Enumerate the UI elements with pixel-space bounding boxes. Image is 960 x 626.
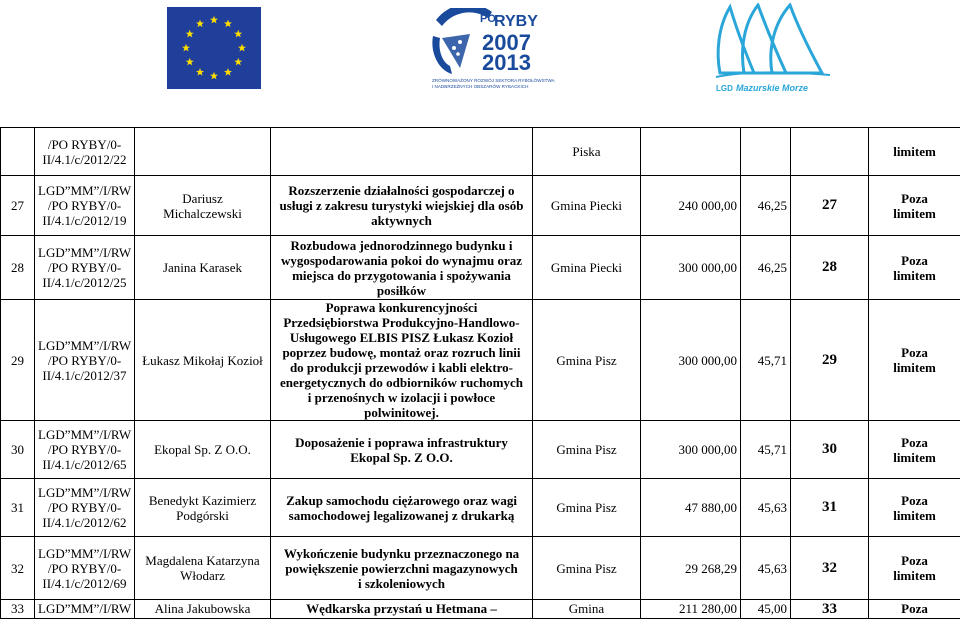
title-cell xyxy=(271,176,533,236)
percent-cell: 45,63 xyxy=(741,479,791,537)
title-cell-line: Doposażenie i poprawa infrastruktury xyxy=(295,434,508,450)
code-cell xyxy=(35,537,135,600)
status-cell xyxy=(869,128,960,176)
applicant-cell-line: Podgórski xyxy=(176,507,229,523)
status-cell-line: Poza xyxy=(901,601,928,616)
poryby-caption-2: I NADBRZEŻNYCH OBSZARÓW RYBACKICH xyxy=(432,84,529,89)
eu-flag-logo xyxy=(167,7,261,89)
status-cell-line: Poza xyxy=(901,252,928,268)
code-cell-line: LGD”MM”/I/RW xyxy=(38,245,132,260)
applicant-cell xyxy=(135,479,271,537)
table-row xyxy=(1,479,960,537)
code-cell-line: LGD”MM”/I/RW xyxy=(38,427,132,442)
title-cell-line: powiększenie powierzchni magazynowych xyxy=(285,560,518,576)
percent-cell: 46,25 xyxy=(741,176,791,236)
place-cell: Gmina Pisz xyxy=(533,300,641,421)
title-cell xyxy=(271,537,533,600)
title-cell-line: poprzez budowę, montaż oraz rozruch linii xyxy=(282,345,521,360)
applicant-cell-line: Michalczewski xyxy=(163,205,242,221)
code-cell-line: II/4.1/c/2012/62 xyxy=(42,515,127,530)
lp-cell: 29 xyxy=(1,300,35,421)
percent-cell: 46,25 xyxy=(741,236,791,300)
place-cell: Piska xyxy=(533,128,641,176)
table-row xyxy=(1,421,960,479)
poryby-2013: 2013 xyxy=(482,50,531,75)
rank-cell: 33 xyxy=(791,600,869,619)
table-row xyxy=(1,236,960,300)
lp-cell: 31 xyxy=(1,479,35,537)
applicant-cell-line: Benedykt Kazimierz xyxy=(148,492,257,508)
code-cell-line: LGD”MM”/I/RW xyxy=(38,337,132,353)
status-cell-line: Poza xyxy=(901,553,928,568)
applicant-cell xyxy=(135,537,271,600)
amount-cell: 211 280,00 xyxy=(641,600,741,619)
title-cell-line: Poprawa konkurencyjności xyxy=(325,300,478,315)
place-cell: Gmina Piecki xyxy=(533,236,641,300)
amount-cell: 29 268,29 xyxy=(641,537,741,600)
place-cell: Gmina Piecki xyxy=(533,176,641,236)
code-cell-line: II/4.1/c/2012/22 xyxy=(42,151,127,167)
table-row xyxy=(1,537,960,600)
code-cell xyxy=(35,300,135,421)
code-cell-line: /PO RYBY/0- xyxy=(47,500,122,515)
title-cell-line: i przenośnych w izolacji i powłoce xyxy=(307,390,496,405)
code-cell xyxy=(35,128,135,176)
lp-cell: 27 xyxy=(1,176,35,236)
lp-cell xyxy=(1,128,35,176)
rank-cell: 32 xyxy=(791,537,869,600)
applicant-cell-line: Ekopal Sp. Z O.O. xyxy=(154,442,251,457)
status-cell-line: limitem xyxy=(893,144,936,159)
status-cell xyxy=(869,300,960,421)
title-cell-line: posiłków xyxy=(376,282,427,298)
code-cell-line: /PO RYBY/0- xyxy=(47,198,122,213)
status-cell-line: limitem xyxy=(893,267,936,283)
applicant-cell-line: Dariusz xyxy=(182,190,223,206)
title-cell-line: Wędkarska przystań u Hetmana – xyxy=(306,601,497,616)
code-cell xyxy=(35,176,135,236)
lp-cell: 30 xyxy=(1,421,35,479)
title-cell-line: Zakup samochodu ciężarowego oraz wagi xyxy=(286,492,517,508)
status-cell-line: limitem xyxy=(893,205,936,221)
code-cell xyxy=(35,421,135,479)
code-cell-line: II/4.1/c/2012/19 xyxy=(42,213,127,228)
amount-cell xyxy=(641,128,741,176)
percent-cell: 45,71 xyxy=(741,421,791,479)
po-ryby-logo xyxy=(430,8,556,90)
rank-cell: 31 xyxy=(791,479,869,537)
applicant-cell xyxy=(135,421,271,479)
lgd-text-a: LGD xyxy=(716,84,733,93)
applicant-cell xyxy=(135,300,271,421)
code-cell xyxy=(35,600,135,619)
status-cell-line: limitem xyxy=(893,360,936,375)
lgd-text-b: Mazurskie Morze xyxy=(736,83,809,93)
rank-cell: 29 xyxy=(791,300,869,421)
status-cell-line: limitem xyxy=(893,507,936,523)
title-cell-line: Wykończenie budynku przeznaczonego na xyxy=(283,545,520,561)
status-cell-line: limitem xyxy=(893,568,936,583)
applicant-cell xyxy=(135,236,271,300)
title-cell-line: Przedsiębiorstwa Produkcyjno-Handlowo- xyxy=(283,315,520,330)
title-cell-line: Usługowego ELBIS PISZ Łukasz Kozioł xyxy=(289,330,514,345)
status-cell xyxy=(869,600,960,619)
code-cell-line: /PO RYBY/0- xyxy=(47,560,122,576)
amount-cell: 240 000,00 xyxy=(641,176,741,236)
applicant-cell-line: Alina Jakubowska xyxy=(154,601,251,616)
title-cell-line: Ekopal Sp. Z O.O. xyxy=(350,449,453,465)
code-cell xyxy=(35,479,135,537)
code-cell xyxy=(35,236,135,300)
code-cell-line: LGD”MM”/I/RW xyxy=(38,485,132,500)
status-cell xyxy=(869,479,960,537)
poryby-2007: 2007 xyxy=(482,30,531,55)
applicant-cell xyxy=(135,176,271,236)
place-cell: Gmina Pisz xyxy=(533,479,641,537)
lp-cell: 33 xyxy=(1,600,35,619)
code-cell-line: II/4.1/c/2012/25 xyxy=(42,275,127,290)
status-cell-line: Poza xyxy=(901,492,928,508)
title-cell-line: Rozbudowa jednorodzinnego budynku i xyxy=(290,237,513,253)
applicant-cell xyxy=(135,600,271,619)
poryby-po: PO xyxy=(480,13,496,25)
percent-cell: 45,71 xyxy=(741,300,791,421)
code-cell-line: /PO RYBY/0- xyxy=(47,260,122,275)
code-cell-line: II/4.1/c/2012/37 xyxy=(42,367,127,383)
status-cell-line: Poza xyxy=(901,190,928,206)
status-cell xyxy=(869,176,960,236)
title-cell xyxy=(271,236,533,300)
applicant-cell-line: Włodarz xyxy=(180,568,225,583)
status-cell-line: Poza xyxy=(901,345,928,360)
code-cell-line: LGD”MM”/I/RW xyxy=(38,545,132,561)
rank-cell: 27 xyxy=(791,176,869,236)
title-cell-line: energetycznych do odbiorników ruchomych xyxy=(279,375,524,390)
place-cell: Gmina xyxy=(533,600,641,619)
title-cell-line: do produkcji przewodów i kabli elektro- xyxy=(289,360,514,375)
status-cell xyxy=(869,537,960,600)
percent-cell: 45,63 xyxy=(741,537,791,600)
lp-cell: 28 xyxy=(1,236,35,300)
applicant-cell-line: Łukasz Mikołaj Kozioł xyxy=(142,352,263,368)
status-cell xyxy=(869,236,960,300)
place-cell: Gmina Pisz xyxy=(533,421,641,479)
poryby-ryby: RYBY xyxy=(494,13,538,30)
table-row xyxy=(1,128,960,176)
title-cell-line: Rozszerzenie działalności gospodarczej o xyxy=(288,183,515,198)
rank-cell: 30 xyxy=(791,421,869,479)
poryby-caption-1: ZRÓWNOWAŻONY ROZWÓJ SEKTORA RYBOŁÓWSTWA xyxy=(432,78,555,83)
logos-header xyxy=(0,0,960,128)
title-cell xyxy=(271,479,533,537)
code-cell-line: II/4.1/c/2012/65 xyxy=(42,457,127,472)
code-cell-line: LGD”MM”/I/RW xyxy=(38,601,132,616)
table-row xyxy=(1,300,960,421)
code-cell-line: II/4.1/c/2012/69 xyxy=(42,575,127,591)
title-cell xyxy=(271,421,533,479)
table-row xyxy=(1,176,960,236)
table-row xyxy=(1,600,960,619)
ranking-table xyxy=(0,127,960,619)
applicant-cell-line: Magdalena Katarzyna xyxy=(145,553,260,568)
amount-cell: 300 000,00 xyxy=(641,421,741,479)
title-cell xyxy=(271,600,533,619)
lp-cell: 32 xyxy=(1,537,35,600)
code-cell-line: LGD”MM”/I/RW xyxy=(38,183,132,198)
title-cell-line: polwinitowej. xyxy=(364,405,439,420)
code-cell-line: /PO RYBY/0- xyxy=(47,442,122,457)
code-cell-line: /PO RYBY/0- xyxy=(47,352,122,368)
title-cell xyxy=(271,300,533,421)
status-cell-line: Poza xyxy=(901,434,928,450)
lgd-mazurskie-morze-logo xyxy=(714,3,832,95)
title-cell-line: usługi z zakresu turystyki wiejskiej dla osób xyxy=(279,198,524,213)
status-cell xyxy=(869,421,960,479)
percent-cell xyxy=(741,128,791,176)
title-cell-line: samochodowej legalizowanej z drukarką xyxy=(288,507,515,523)
rank-cell: 28 xyxy=(791,236,869,300)
rank-cell xyxy=(791,128,869,176)
title-cell-line: wygospodarowania pokoi do wynajmu oraz xyxy=(280,252,523,268)
status-cell-line: limitem xyxy=(893,449,936,465)
place-cell: Gmina Pisz xyxy=(533,537,641,600)
title-cell-line: i szkoleniowych xyxy=(357,575,446,591)
amount-cell: 300 000,00 xyxy=(641,236,741,300)
title-cell-line: miejsca do przygotowania i spożywania xyxy=(292,267,511,283)
code-cell-line: /PO RYBY/0- xyxy=(47,136,122,152)
applicant-cell-line: Janina Karasek xyxy=(162,260,243,275)
title-cell xyxy=(271,128,533,176)
title-cell-line: aktywnych xyxy=(371,213,432,228)
percent-cell: 45,00 xyxy=(741,600,791,619)
amount-cell: 300 000,00 xyxy=(641,300,741,421)
amount-cell: 47 880,00 xyxy=(641,479,741,537)
applicant-cell xyxy=(135,128,271,176)
